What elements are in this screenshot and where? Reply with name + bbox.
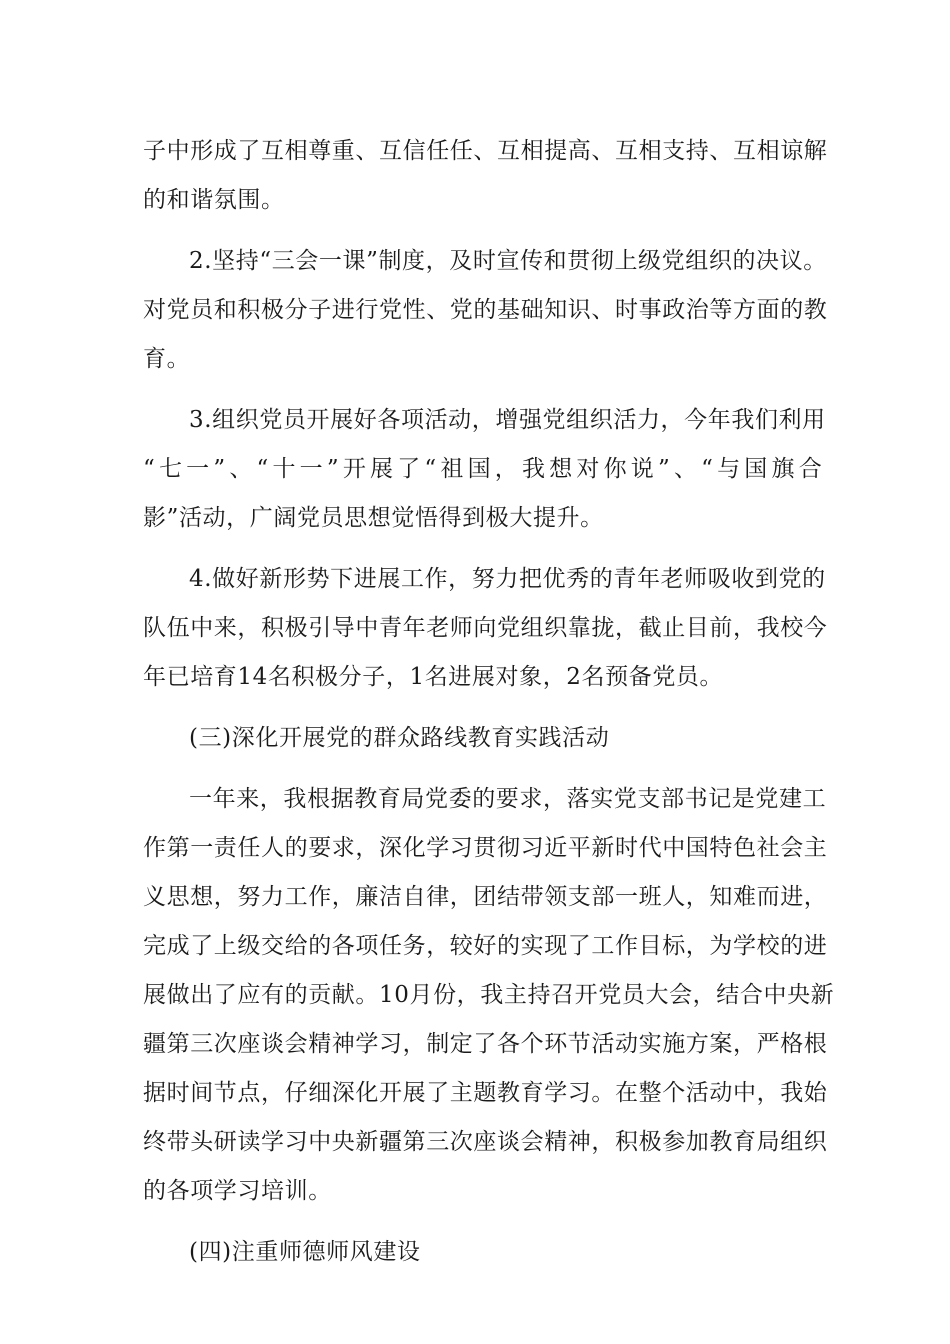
text-line: 完成了上级交给的各项任务，较好的实现了工作目标，为学校的进: [143, 933, 828, 959]
section-heading-3: [143, 714, 813, 763]
text-line: 一年来，我根据教育局党委的要求，落实党支部书记是党建工: [189, 786, 827, 812]
heading-line: (三)深化开展党的群众路线教育实践活动: [189, 725, 610, 751]
paragraph-item-3: [143, 396, 826, 543]
text-line: 据时间节点，仔细深化开展了主题教育学习。在整个活动中，我始: [143, 1080, 828, 1106]
text-line: 子中形成了互相尊重、互信任任、互相提高、互相支持、互相谅解: [143, 138, 828, 164]
text-line: 队伍中来，积极引导中青年老师向党组织靠拢，截止目前，我校今: [143, 615, 828, 641]
text-line: 对党员和积极分子进行党性、党的基础知识、时事政治等方面的教: [143, 297, 828, 323]
text-line: 的和谐氛围。: [143, 187, 285, 213]
text-line: 终带头研读学习中央新疆第三次座谈会精神，积极参加教育局组织: [143, 1129, 828, 1155]
paragraph-item-4: [143, 555, 828, 702]
text-line: 2.坚持“三会一课”制度，及时宣传和贯彻上级党组织的决议。: [189, 248, 827, 274]
text-line: 的各项学习培训。: [143, 1178, 332, 1204]
paragraph-harmony-continuation: [143, 127, 828, 225]
paragraph-practice-activity: [143, 775, 835, 1216]
text-line: “七一”、“十一”开展了“祖国，我想对你说”、“与国旗合: [143, 456, 826, 482]
section-heading-4: [143, 1228, 813, 1277]
text-line: 3.组织党员开展好各项活动，增强党组织活力，今年我们利用: [189, 407, 826, 433]
text-line: 4.做好新形势下进展工作，努力把优秀的青年老师吸收到党的: [189, 566, 826, 592]
text-line: 影”活动，广阔党员思想觉悟得到极大提升。: [143, 505, 604, 531]
text-line: 义思想，努力工作，廉洁自律，团结带领支部一班人，知难而进，: [143, 884, 828, 910]
document-body: [143, 127, 835, 1277]
text-line: 展做出了应有的贡献。10月份，我主持召开党员大会，结合中央新: [143, 982, 835, 1008]
text-line: 疆第三次座谈会精神学习，制定了各个环节活动实施方案，严格根: [143, 1031, 828, 1057]
text-line: 作第一责任人的要求，深化学习贯彻习近平新时代中国特色社会主: [143, 835, 828, 861]
heading-line: (四)注重师德师风建设: [189, 1239, 421, 1265]
paragraph-item-2: [143, 237, 828, 384]
text-line: 年已培育14名积极分子，1名进展对象，2名预备党员。: [143, 664, 724, 690]
text-line: 育。: [143, 346, 191, 372]
